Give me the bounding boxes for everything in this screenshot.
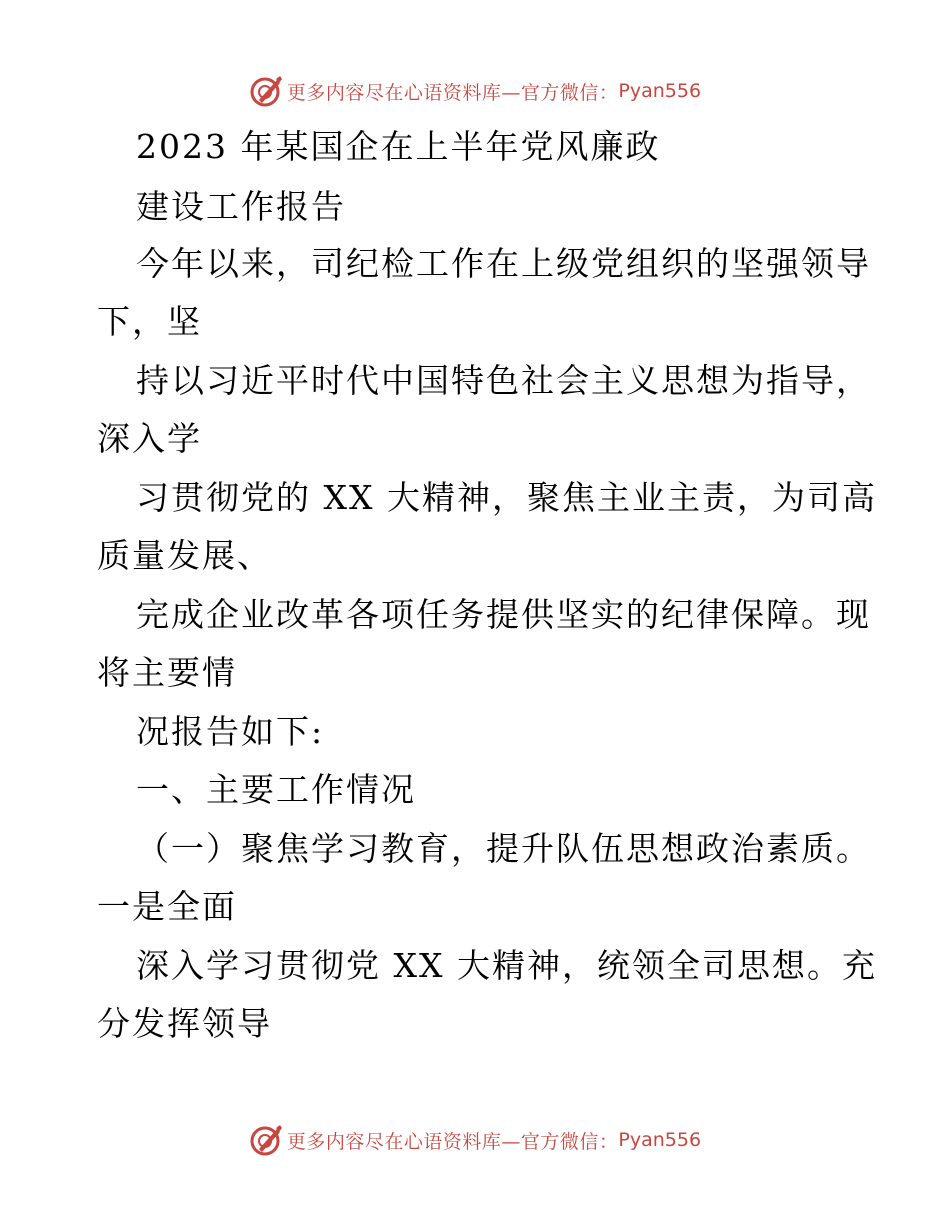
section-heading: 一、主要工作情况 [136,770,416,809]
watermark-wechat-id: Pyan556 [618,1129,702,1151]
doc-title-line-2: 建设工作报告 [136,187,346,226]
body-line: 质量发展、 [97,536,272,575]
watermark-wechat-id: Pyan556 [618,80,702,102]
doc-title-line-1: 2023 年某国企在上半年党风廉政 [136,127,661,166]
body-line: 分发挥领导 [97,1004,272,1043]
body-line: 下，坚 [97,302,202,341]
body-line: 完成企业改革各项任务提供坚实的纪律保障。现 [136,595,871,634]
body-line: 况报告如下: [136,712,325,751]
body-line: 深入学习贯彻党 XX 大精神，统领全司思想。充 [136,946,877,985]
watermark-text: 更多内容尽在心语资料库—官方微信： [286,1130,619,1153]
footer-watermark [0,1120,950,1160]
header-watermark [0,71,950,111]
pen-logo-icon [249,74,283,108]
watermark-text: 更多内容尽在心语资料库—官方微信： [286,81,619,104]
body-line: 今年以来，司纪检工作在上级党组织的坚强领导 [136,244,871,283]
body-line: 习贯彻党的 XX 大精神，聚焦主业主责，为司高 [136,478,877,517]
subsection-heading: （一）聚焦学习教育，提升队伍思想政治素质。 [136,829,871,868]
body-line: 一是全面 [97,887,237,926]
pen-logo-icon [249,1123,283,1157]
body-line: 深入学 [97,419,202,458]
body-line: 将主要情 [97,653,237,692]
body-line: 持以习近平时代中国特色社会主义思想为指导， [136,361,871,400]
